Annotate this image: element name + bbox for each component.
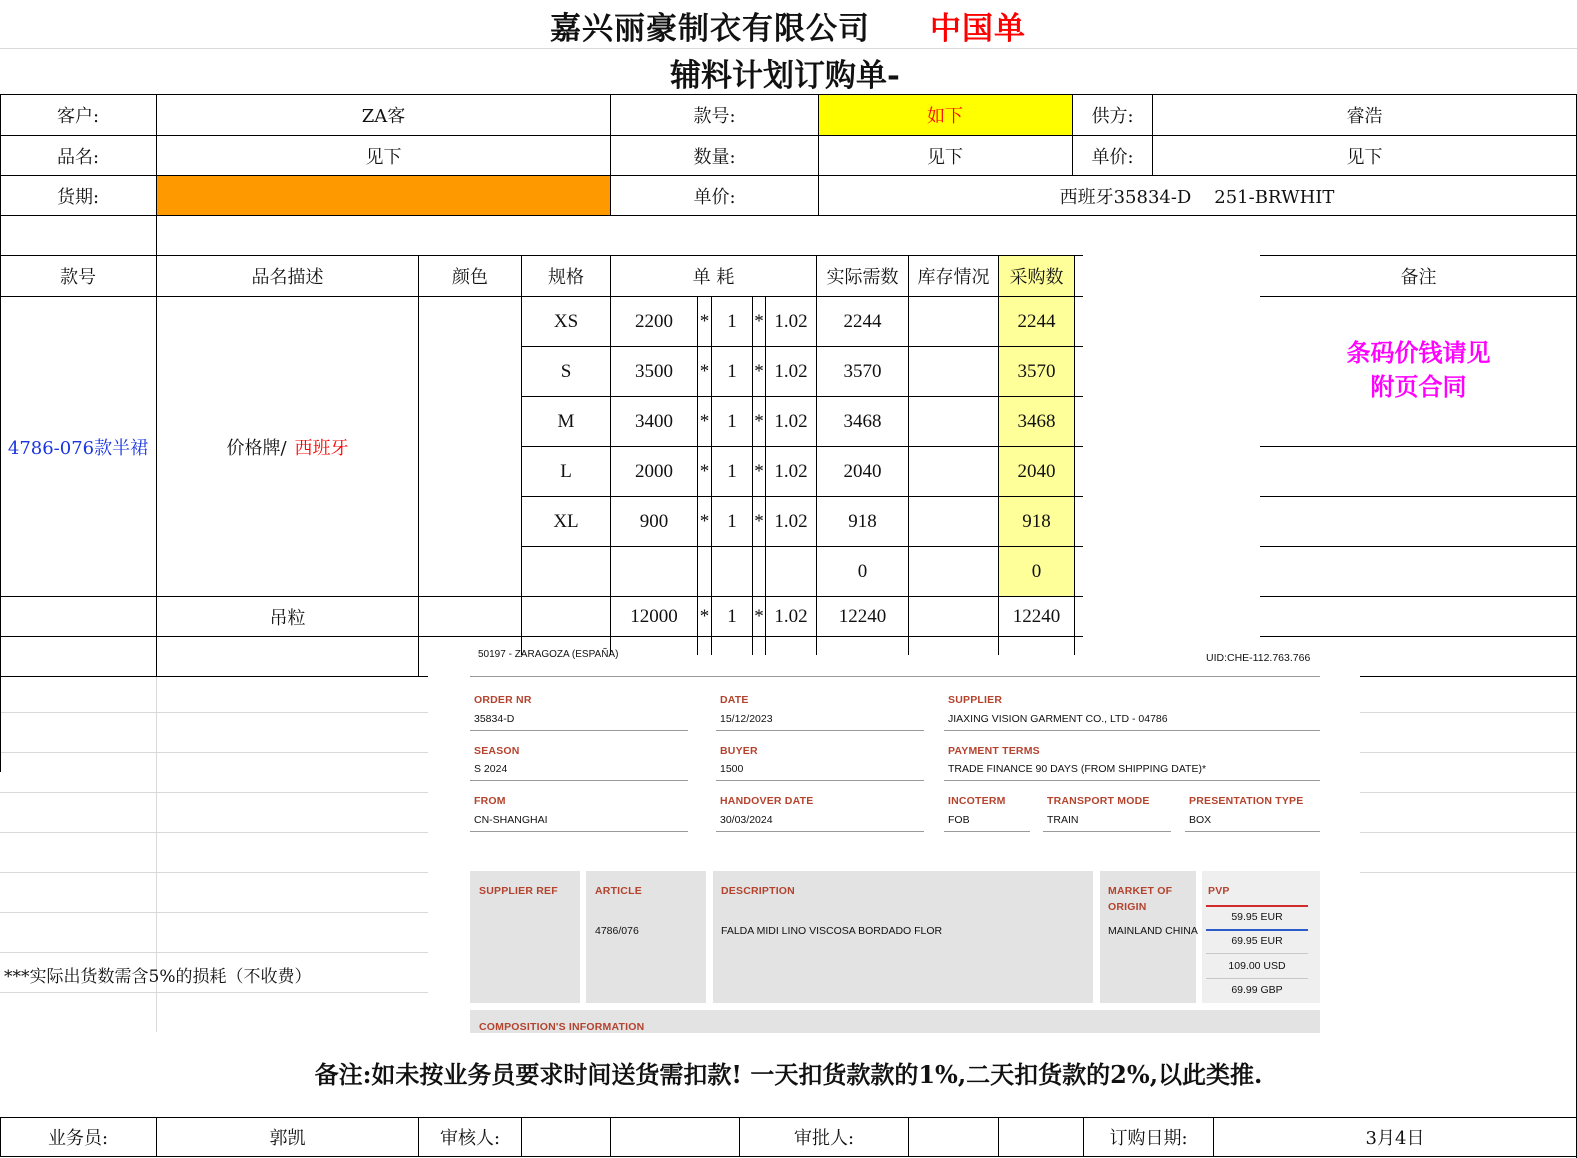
factor-cell[interactable]: 1: [727, 510, 737, 532]
actual-cell[interactable]: 918: [848, 510, 877, 532]
op-cell: *: [754, 605, 764, 627]
factor-cell[interactable]: 1: [727, 310, 737, 332]
company-name: 嘉兴丽豪制衣有限公司: [550, 10, 870, 47]
unit-price-value[interactable]: 见下: [1346, 146, 1383, 168]
doc-underline: [470, 730, 688, 731]
op-cell: *: [699, 460, 710, 482]
doc-underline: [716, 831, 924, 832]
doc-article: 4786/076: [595, 925, 639, 937]
doc-date: 15/12/2023: [720, 713, 773, 725]
supplier-value[interactable]: 睿浩: [1346, 106, 1383, 127]
penalty-note: 备注:如未按业务员要求时间送货需扣款! 一天扣货款款的1%,二天扣货款的2%,以此类推.: [314, 1059, 1263, 1089]
purchase-cell[interactable]: 918: [1022, 510, 1051, 532]
rate-cell[interactable]: 1.02: [774, 360, 808, 382]
doc-season-label: SEASON: [474, 745, 520, 757]
tag-description[interactable]: 吊粒: [269, 607, 306, 629]
order-reference[interactable]: 西班牙35834-D 251-BRWHIT: [1059, 186, 1335, 208]
doc-underline: [1043, 831, 1171, 832]
quantity-label: 数量:: [693, 146, 736, 168]
doc-pvp-price: 109.00 USD: [1228, 960, 1286, 972]
op-cell: *: [699, 510, 710, 532]
actual-cell[interactable]: 2244: [843, 310, 882, 332]
doc-underline: [716, 730, 924, 731]
doc-uid: UID:CHE-112.763.766: [1206, 652, 1311, 664]
actual-cell[interactable]: 12240: [838, 605, 887, 627]
delivery-date-field[interactable]: [157, 175, 610, 215]
doc-pvp-red-rule: [1206, 905, 1308, 907]
doc-handover: 30/03/2024: [720, 814, 773, 826]
style-label: 款号:: [693, 106, 736, 127]
doc-season: S 2024: [474, 763, 508, 775]
size-cell[interactable]: S: [560, 360, 572, 382]
doc-composition-label: COMPOSITION'S INFORMATION: [479, 1021, 645, 1033]
doc-date-label: DATE: [720, 694, 749, 706]
doc-supplier-ref-label: SUPPLIER REF: [479, 885, 558, 897]
item-description-country: 西班牙: [294, 437, 349, 459]
purchase-cell[interactable]: 12240: [1012, 605, 1061, 627]
doc-underline: [944, 730, 1320, 731]
doc-payment-terms-label: PAYMENT TERMS: [948, 745, 1040, 757]
doc-buyer-label: BUYER: [720, 745, 758, 757]
delivery-label: 货期:: [56, 186, 100, 208]
customer-label: 客户:: [56, 106, 100, 127]
sheet-subtitle: 辅料计划订购单-: [670, 57, 900, 94]
salesman-value[interactable]: 郭凯: [269, 1128, 306, 1149]
product-label: 品名:: [56, 146, 100, 168]
approver-label: 审批人:: [793, 1128, 855, 1149]
doc-pvp-label: PVP: [1208, 885, 1230, 897]
doc-market: MAINLAND CHINA: [1108, 925, 1198, 937]
op-cell: *: [699, 410, 710, 432]
quantity-value[interactable]: 见下: [927, 146, 963, 168]
op-cell: *: [754, 410, 764, 432]
qty-cell[interactable]: [611, 547, 697, 596]
size-cell[interactable]: XL: [553, 510, 579, 532]
doc-article-label: ARTICLE: [595, 885, 642, 897]
doc-supplier-label: SUPPLIER: [948, 694, 1003, 706]
qty-cell[interactable]: 3400: [635, 410, 673, 432]
col-header-remark: 备注: [1400, 267, 1437, 288]
unit-price-label-2: 单价:: [693, 186, 736, 208]
salesman-label: 业务员:: [47, 1128, 109, 1149]
op-cell: *: [699, 360, 710, 382]
col-header-stock: 库存情况: [917, 267, 990, 288]
doc-pvp-rule: [1206, 978, 1308, 979]
op-cell: *: [754, 360, 764, 382]
reviewer-label: 审核人:: [439, 1128, 501, 1149]
doc-payment-terms: TRADE FINANCE 90 DAYS (FROM SHIPPING DATE)*: [948, 763, 1207, 775]
doc-pvp-price: 59.95 EUR: [1231, 911, 1283, 923]
doc-underline: [716, 780, 924, 781]
doc-presentation-label: PRESENTATION TYPE: [1189, 795, 1304, 807]
purchase-cell[interactable]: 0: [1031, 560, 1042, 582]
doc-presentation: BOX: [1189, 814, 1212, 826]
order-date-label: 订购日期:: [1109, 1128, 1188, 1149]
item-remark-line-2: 附页合同: [1370, 372, 1467, 401]
reviewer-value[interactable]: [522, 1118, 739, 1156]
region-tag: 中国单: [930, 10, 1026, 47]
actual-cell[interactable]: 0: [857, 560, 868, 582]
purchase-cell[interactable]: 2244: [1017, 310, 1056, 332]
col-header-usage: 单 耗: [692, 267, 735, 288]
doc-address-fragment: 50197 - ZARAGOZA (ESPAÑA): [478, 649, 619, 660]
doc-underline: [1185, 831, 1320, 832]
size-cell[interactable]: XS: [553, 310, 579, 332]
op-cell: *: [699, 310, 710, 332]
item-style-no[interactable]: 4786-076款半裙: [7, 437, 149, 459]
qty-cell[interactable]: 2000: [635, 460, 673, 482]
purchase-cell[interactable]: 3570: [1017, 360, 1056, 382]
doc-pvp-rule: [1206, 953, 1308, 954]
customer-value[interactable]: ZA客: [361, 106, 406, 127]
doc-from-label: FROM: [474, 795, 506, 807]
factor-cell[interactable]: [712, 547, 752, 596]
item-description[interactable]: [157, 297, 418, 596]
col-header-purchase: 采购数: [1009, 267, 1064, 288]
op-cell: *: [699, 605, 710, 627]
op-cell: *: [754, 510, 764, 532]
doc-pvp-price: 69.99 GBP: [1231, 984, 1283, 996]
item-remark-line-1: 条码价钱请见: [1346, 338, 1491, 367]
size-cell[interactable]: [522, 547, 610, 596]
rate-cell[interactable]: 1.02: [774, 410, 808, 432]
col-header-style: 款号: [60, 267, 96, 288]
product-value[interactable]: 见下: [365, 146, 402, 168]
doc-transport: TRAIN: [1047, 814, 1079, 826]
order-date-value[interactable]: 3月4日: [1365, 1128, 1425, 1149]
doc-incoterm: FOB: [948, 814, 970, 826]
approver-value[interactable]: [909, 1118, 1083, 1156]
unit-price-label: 单价:: [1091, 146, 1134, 168]
factor-cell[interactable]: 1: [727, 460, 737, 482]
factor-cell[interactable]: 1: [727, 410, 737, 432]
doc-from: CN-SHANGHAI: [474, 814, 548, 826]
doc-description: FALDA MIDI LINO VISCOSA BORDADO FLOR: [721, 925, 943, 937]
rate-cell[interactable]: 1.02: [774, 460, 808, 482]
doc-handover-label: HANDOVER DATE: [720, 795, 814, 807]
col-header-description: 品名描述: [251, 267, 324, 288]
doc-market-label-line-1: MARKET OF: [1108, 885, 1173, 897]
actual-cell[interactable]: 2040: [843, 460, 882, 482]
loss-note: ***实际出货数需含5%的损耗（不收费）: [4, 967, 312, 987]
qty-cell[interactable]: 900: [639, 510, 669, 532]
doc-order-nr: 35834-D: [474, 713, 515, 725]
col-header-size: 规格: [548, 267, 584, 288]
doc-pvp-blue-rule: [1206, 929, 1308, 931]
item-description-main: 价格牌/: [226, 437, 287, 459]
qty-cell[interactable]: 3500: [635, 360, 673, 382]
order-document-image: [428, 649, 1360, 1033]
qty-cell[interactable]: 12000: [630, 605, 678, 627]
doc-underline: [470, 831, 688, 832]
rate-cell[interactable]: 1.02: [774, 310, 808, 332]
style-value[interactable]: 如下: [927, 106, 963, 127]
rate-cell[interactable]: 1.02: [774, 605, 808, 627]
doc-market-label-line-2: ORIGIN: [1108, 901, 1147, 913]
col-header-color: 颜色: [452, 267, 488, 288]
purchase-cell[interactable]: 3468: [1017, 410, 1056, 432]
doc-pvp-price: 69.95 EUR: [1231, 935, 1283, 947]
actual-cell[interactable]: 3468: [843, 410, 882, 432]
rate-cell[interactable]: 1.02: [774, 510, 808, 532]
doc-underline: [944, 831, 1030, 832]
op-cell: *: [754, 460, 764, 482]
size-cell[interactable]: L: [560, 460, 572, 482]
size-cell[interactable]: M: [557, 410, 575, 432]
item-remark[interactable]: [1261, 336, 1576, 416]
doc-order-nr-label: ORDER NR: [474, 694, 532, 706]
col-header-actual: 实际需数: [826, 267, 899, 288]
actual-cell[interactable]: 3570: [843, 360, 882, 382]
doc-incoterm-label: INCOTERM: [948, 795, 1006, 807]
doc-supplier: JIAXING VISION GARMENT CO., LTD - 04786: [948, 713, 1168, 725]
factor-cell[interactable]: 1: [727, 360, 737, 382]
doc-transport-label: TRANSPORT MODE: [1047, 795, 1150, 807]
purchase-cell[interactable]: 2040: [1017, 460, 1056, 482]
doc-description-label: DESCRIPTION: [721, 885, 795, 897]
factor-cell[interactable]: 1: [727, 605, 737, 627]
doc-divider: [470, 676, 1320, 677]
doc-buyer: 1500: [720, 763, 744, 775]
qty-cell[interactable]: 2200: [635, 310, 673, 332]
doc-underline: [470, 780, 688, 781]
doc-underline: [944, 780, 1320, 781]
rate-cell[interactable]: [766, 547, 816, 596]
op-cell: *: [754, 310, 764, 332]
supplier-label: 供方:: [1091, 106, 1134, 127]
